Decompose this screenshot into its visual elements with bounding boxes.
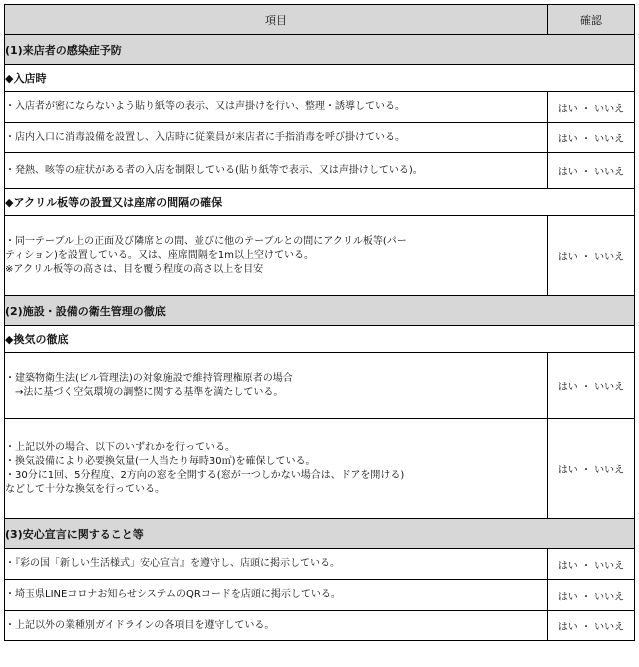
row-line: ・建築物衛生法(ビル管理法)の対象施設で維持管理権原者の場合 bbox=[5, 372, 293, 384]
yes-no-choice[interactable]: はい ・ いいえ bbox=[548, 153, 635, 189]
row-line: ・『彩の国「新しい生活様式」安心宣言』を遵守し、店頭に掲示している。 bbox=[5, 558, 340, 569]
header-check: 確認 bbox=[548, 5, 635, 35]
row-line: ・同一テーブル上の正面及び隣席との間、並びに他のテーブルとの間にアクリル板等(パー bbox=[5, 235, 407, 247]
table-row bbox=[5, 549, 635, 580]
row-description bbox=[5, 580, 548, 611]
yes-no-choice[interactable]: はい ・ いいえ bbox=[548, 123, 635, 153]
yes-no-choice[interactable]: はい ・ いいえ bbox=[548, 353, 635, 419]
group-title: ◆アクリル板等の設置又は座席の間隔の確保 bbox=[5, 189, 635, 216]
row-line: ・上記以外の場合、以下のいずれかを行っている。 bbox=[5, 441, 235, 453]
table-row bbox=[5, 216, 635, 296]
group-title: ◆換気の徹底 bbox=[5, 326, 635, 353]
row-line: ・30分に1回、5分程度、2方向の窓を全開する(窓が一つしかない場合は、ドアを開ける) bbox=[5, 469, 405, 481]
row-line: ・換気設備により必要換気量(一人当たり毎時30㎥)を確保している。 bbox=[5, 455, 316, 467]
table-row bbox=[5, 611, 635, 641]
row-line: ・発熱、咳等の症状がある者の入店を制限している(貼り紙等で表示、又は声掛けしている)。 bbox=[5, 164, 423, 176]
section-title: (3)安心宣言に関すること等 bbox=[5, 519, 635, 549]
group-header bbox=[5, 326, 635, 353]
yes-no-choice[interactable]: はい ・ いいえ bbox=[548, 549, 635, 580]
row-line: などして十分な換気を行っている。 bbox=[5, 483, 165, 495]
row-line: ・入店者が密にならないよう貼り紙等の表示、又は声掛けを行い、整理・誘導している。 bbox=[5, 101, 405, 112]
row-line: ※アクリル板等の高さは、目を覆う程度の高さ以上を目安 bbox=[5, 263, 264, 275]
row-description bbox=[5, 419, 548, 519]
table-row bbox=[5, 92, 635, 123]
row-line: ティション)を設置している。又は、座席間隔を1m以上空けている。 bbox=[5, 249, 315, 261]
group-header bbox=[5, 65, 635, 92]
row-line: ・埼玉県LINEコロナお知らせシステムのQRコードを店頭に掲示している。 bbox=[5, 589, 341, 600]
section-title: (1)来店者の感染症予防 bbox=[5, 35, 635, 65]
row-description bbox=[5, 216, 548, 296]
table-row bbox=[5, 580, 635, 611]
row-description bbox=[5, 153, 548, 189]
yes-no-choice[interactable]: はい ・ いいえ bbox=[548, 92, 635, 123]
section-header bbox=[5, 296, 635, 326]
yes-no-choice[interactable]: はい ・ いいえ bbox=[548, 419, 635, 519]
table-row bbox=[5, 123, 635, 153]
table-row bbox=[5, 153, 635, 189]
section-header bbox=[5, 35, 635, 65]
row-line: →法に基づく空気環境の調整に関する基準を満たしている。 bbox=[5, 386, 284, 398]
section-header bbox=[5, 519, 635, 549]
table-row bbox=[5, 353, 635, 419]
row-description bbox=[5, 353, 548, 419]
group-title: ◆入店時 bbox=[5, 65, 635, 92]
header-item: 項目 bbox=[5, 5, 548, 35]
row-description bbox=[5, 123, 548, 153]
section-title: (2)施設・設備の衛生管理の徹底 bbox=[5, 296, 635, 326]
row-description bbox=[5, 549, 548, 580]
group-header bbox=[5, 189, 635, 216]
row-description bbox=[5, 92, 548, 123]
row-description bbox=[5, 611, 548, 641]
table-header bbox=[5, 5, 635, 35]
yes-no-choice[interactable]: はい ・ いいえ bbox=[548, 580, 635, 611]
row-line: ・店内入口に消毒設備を設置し、入店時に従業員が来店者に手指消毒を呼び掛けている。 bbox=[5, 131, 405, 143]
row-line: ・上記以外の業種別ガイドラインの各項目を遵守している。 bbox=[5, 619, 275, 631]
checklist-table bbox=[4, 4, 635, 641]
yes-no-choice[interactable]: はい ・ いいえ bbox=[548, 611, 635, 641]
table-row bbox=[5, 419, 635, 519]
yes-no-choice[interactable]: はい ・ いいえ bbox=[548, 216, 635, 296]
